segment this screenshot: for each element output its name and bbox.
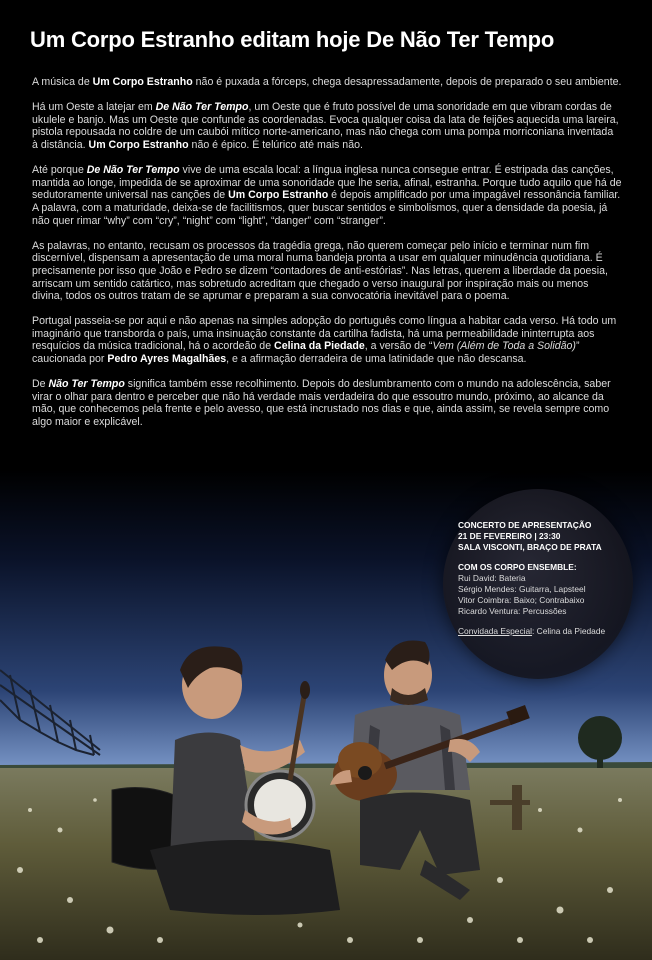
band-name: Um Corpo Estranho [92, 76, 193, 88]
song-title: Vem (Além de Toda a Solidão) [432, 340, 576, 353]
ensemble-member: Ricardo Ventura: Percussões [458, 606, 567, 616]
band-name: Um Corpo Estranho [228, 189, 329, 202]
text: ” caucionada por [32, 340, 580, 366]
band-name: Um Corpo Estranho [88, 138, 189, 151]
text: vive de uma escala local: a língua inglesa nunca consegue entrar. É estripada das canções, mantida ao longe, impedida de se aproximar de uma sonoridade que lhe seria, afinal, estranha. Porque tudo aquilo que há de sedutoramente universal nas canções de [32, 164, 622, 202]
text: Há um Oeste a latejar em [32, 101, 156, 114]
paragraph-2 [32, 101, 622, 151]
article-body [32, 76, 622, 441]
album-title: Não Ter Tempo [48, 378, 125, 391]
paragraph-1 [32, 76, 622, 89]
album-title: De Não Ter Tempo [155, 101, 249, 114]
artist-name: Pedro Ayres Magalhães [107, 353, 227, 366]
concert-venue: SALA VISCONTI, BRAÇO DE PRATA [458, 542, 602, 552]
album-title: De Não Ter Tempo [86, 164, 180, 177]
text: significa também esse recolhimento. Depois do deslumbramento com o mundo na adolescência, saber virar o olhar para dentro e perceber que não há verdade mais verdadeira do que essoutro mundo, próximo, ao alcance da mão, que conhecemos pela frente e pelo avesso, que está incrustado nos dias e que, ainda assim, se revela sempre como algo maior e explicável. [32, 378, 611, 429]
text: De [32, 378, 49, 391]
ensemble-member: Sérgio Mendes: Guitarra, Lapsteel [458, 584, 586, 594]
paragraph-4: As palavras, no entanto, recusam os processos da tragédia grega, não querem começar pelo início e terminar num fim discernível, dispensam a apresentação de uma moral numa bandeja pronta a usar em qualquer minudência quotidiana. É precisamente por isso que João e Pedro se dizem “contadores de anti-estórias”. Nas letras, querem a liberdade da poesia, arriscam um sentido catártico, mas sobretudo acreditam que chegado o verso inaugural por inspiração mais ou menos divina, todos os outros tratam de se aprumar e preparam a sua convocatória inevitável para o poema. [32, 239, 608, 303]
concert-heading: CONCERTO DE APRESENTAÇÃO [458, 520, 592, 530]
concert-date: 21 DE FEVEREIRO | 23:30 [458, 531, 561, 541]
ensemble-member: Vitor Coimbra: Baixo; Contrabaixo [458, 595, 585, 605]
special-guest [458, 626, 638, 637]
text: não é épico. É telúrico até mais não. [188, 138, 363, 151]
text: Até porque [32, 164, 87, 177]
paragraph-3 [32, 164, 622, 227]
text: Portugal passeia-se por aqui e não apenas na simples adopção do português como língua a habitar cada verso. Há todo um imaginário que transborda o país, uma insinuação constante da cartilha fadista, há uma permeabilidade ininterrupta aos resquícios da música tradicional, há o acordeão de [32, 315, 617, 353]
ensemble-title: COM OS CORPO ENSEMBLE: [458, 562, 577, 572]
page-title: Um Corpo Estranho editam hoje De Não Ter Tempo [30, 27, 555, 52]
paragraph-6 [32, 378, 622, 428]
text: é depois amplificado por uma impagável ressonância familiar. A palavra, com a maturidade, deixa-se de facilitismos, quer buscar sentidos e simbolismos, quer a densidade da poesia, já não quer rimar “why” com “cry”, “night” com “light”, “danger” com “stranger”. [32, 189, 621, 227]
guest-label: Convidada Especial [458, 626, 533, 636]
text: não é puxada a fórceps, chega desapressadamente, depois de preparado o seu ambiente. [192, 76, 622, 88]
text: , um Oeste que é fruto possível de uma sonoridade em que vibram cordas de ukulele e banjo. Mas um Oeste que confunde as coordenadas. Evoca qualquer coisa da lata de feijões aquecida uma lareira, pistola repousada no coldre de um caubói mítico norte-americano, mas não chega com uma pompa morriconiana inventada à distância. [32, 101, 619, 151]
paragraph-5 [32, 315, 622, 365]
guest-name: : Celina da Piedade [532, 626, 606, 636]
artist-name: Celina da Piedade [274, 340, 365, 353]
text: , a versão de “ [364, 340, 433, 353]
concert-info [458, 520, 638, 637]
text: , e a afirmação derradeira de uma latinidade que não descansa. [226, 353, 527, 366]
ensemble-member: Rui David: Bateria [458, 573, 526, 583]
text: A música de [32, 76, 93, 88]
